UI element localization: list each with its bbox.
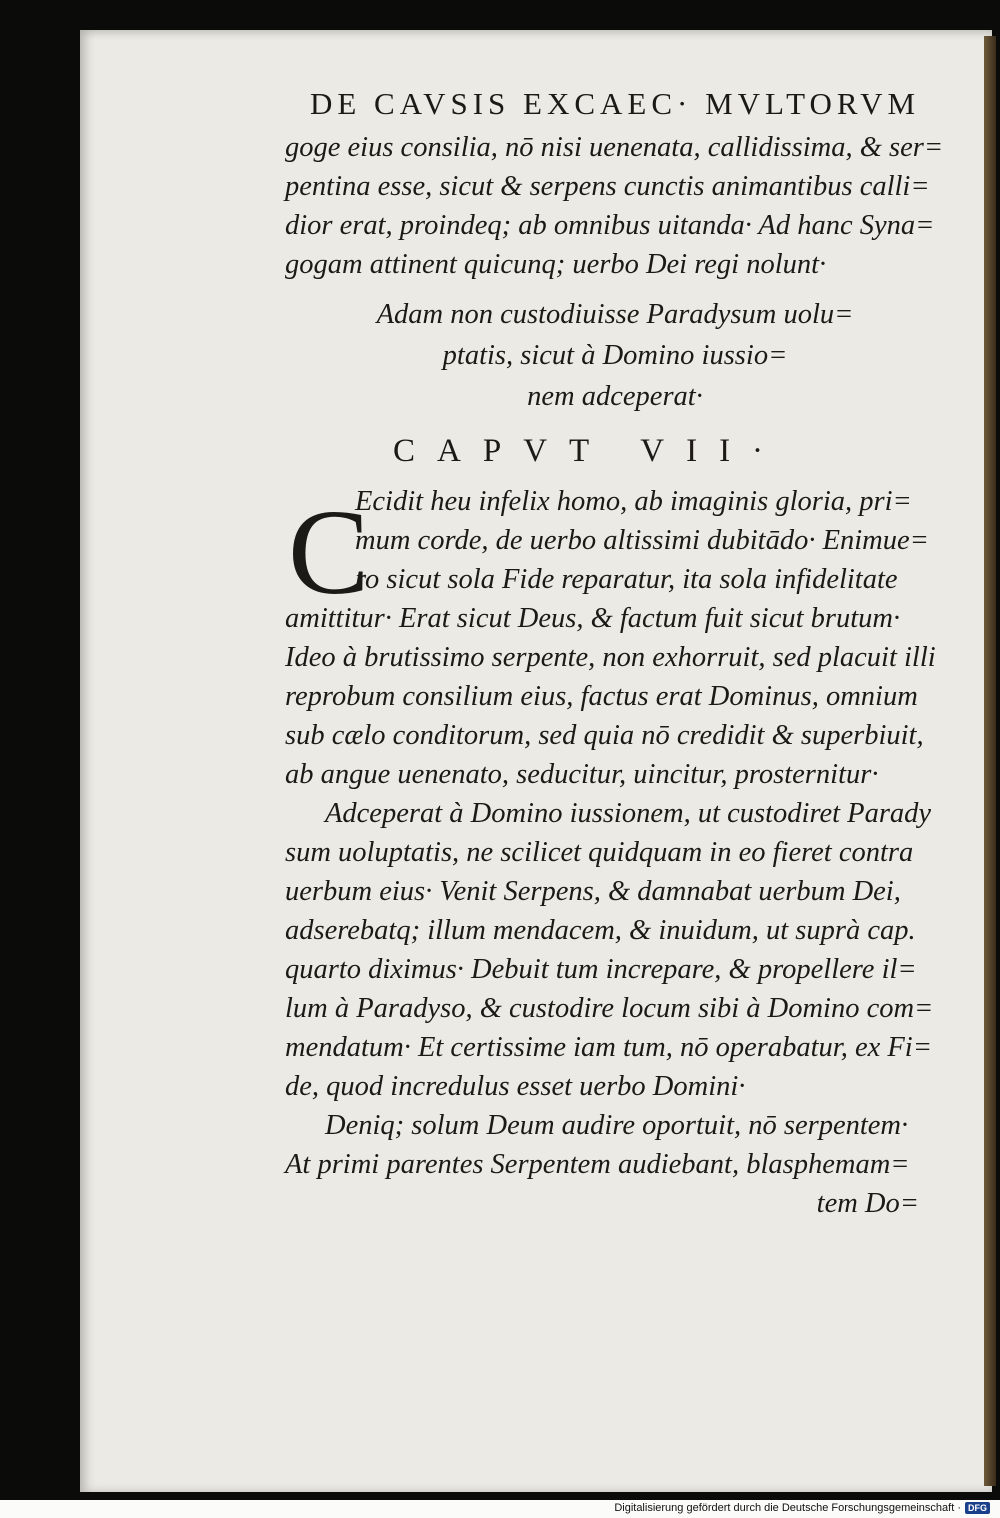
paragraph-4 (285, 1106, 945, 1184)
catchword: tem Do= (816, 1188, 919, 1219)
paragraph-2 (285, 482, 945, 794)
text-line: uerbum eius· Venit Serpens, & damnabat uerbum Dei, (285, 876, 901, 907)
text-line: sub cælo conditorum, sed quia nō credidit & superbiuit, (285, 720, 924, 751)
text-line: Deniq; solum Deum audire oportuit, nō serpentem· (325, 1110, 909, 1141)
text-line: amittitur· Erat sicut Deus, & factum fuit sicut brutum· (285, 603, 901, 634)
text-line: de, quod incredulus esset uerbo Domini· (285, 1071, 746, 1102)
text-line: At primi parentes Serpentem audiebant, blasphemam= (285, 1149, 910, 1180)
text-line: quarto diximus· Debuit tum increpare, & propellere il= (285, 954, 917, 985)
text-line: pentina esse, sicut & serpens cunctis animantibus calli= (285, 171, 930, 202)
paragraph-3 (285, 794, 945, 1106)
text-line: mum corde, de uerbo altissimi dubitādo· Enimue= (355, 525, 929, 556)
summary-line: ptatis, sicut à Domino iussio= (442, 340, 788, 371)
running-head: DE CAVSIS EXCAEC· MVLTORVM (309, 86, 921, 121)
page-edge (984, 36, 996, 1486)
text-line: lum à Paradyso, & custodire locum sibi à Domino com= (285, 993, 934, 1024)
summary-line: Adam non custodiuisse Paradysum uolu= (376, 299, 854, 330)
drop-capital: C (288, 485, 370, 620)
text-line: Ecidit heu infelix homo, ab imaginis gloria, pri= (355, 486, 912, 517)
dfg-logo: DFG (965, 1502, 990, 1514)
chapter-summary (285, 294, 945, 417)
text-block (285, 86, 945, 1223)
text-line: sum uoluptatis, ne scilicet quidquam in eo fieret contra (285, 837, 914, 868)
text-line: mendatum· Et certissime iam tum, nō operabatur, ex Fi= (285, 1032, 932, 1063)
chapter-heading: CAPVT VII· (393, 433, 786, 469)
text-line: Adceperat à Domino iussionem, ut custodiret Parady (325, 798, 932, 829)
text-line: ro sicut sola Fide reparatur, ita sola infidelitate (355, 564, 898, 595)
text-line: dior erat, proindeq; ab omnibus uitanda· Ad hanc Syna= (285, 210, 935, 241)
text-line: Ideo à brutissimo serpente, non exhorruit, sed placuit illi (285, 642, 936, 673)
credit-text: Digitalisierung gefördert durch die Deutsche Forschungsgemeinschaft · (614, 1502, 961, 1514)
summary-line: nem adceperat· (527, 381, 703, 412)
paragraph-1 (285, 128, 945, 284)
digitization-credit (614, 1500, 990, 1516)
text-line: goge eius consilia, nō nisi uenenata, callidissima, & ser= (285, 132, 944, 163)
text-line: ab angue uenenato, seducitur, uincitur, prosternitur· (285, 759, 879, 790)
text-line: gogam attinent quicunq; uerbo Dei regi nolunt· (285, 249, 827, 280)
text-line: adserebatq; illum mendacem, & inuidum, ut suprà cap. (285, 915, 916, 946)
text-line: reprobum consilium eius, factus erat Dominus, omnium (285, 681, 918, 712)
